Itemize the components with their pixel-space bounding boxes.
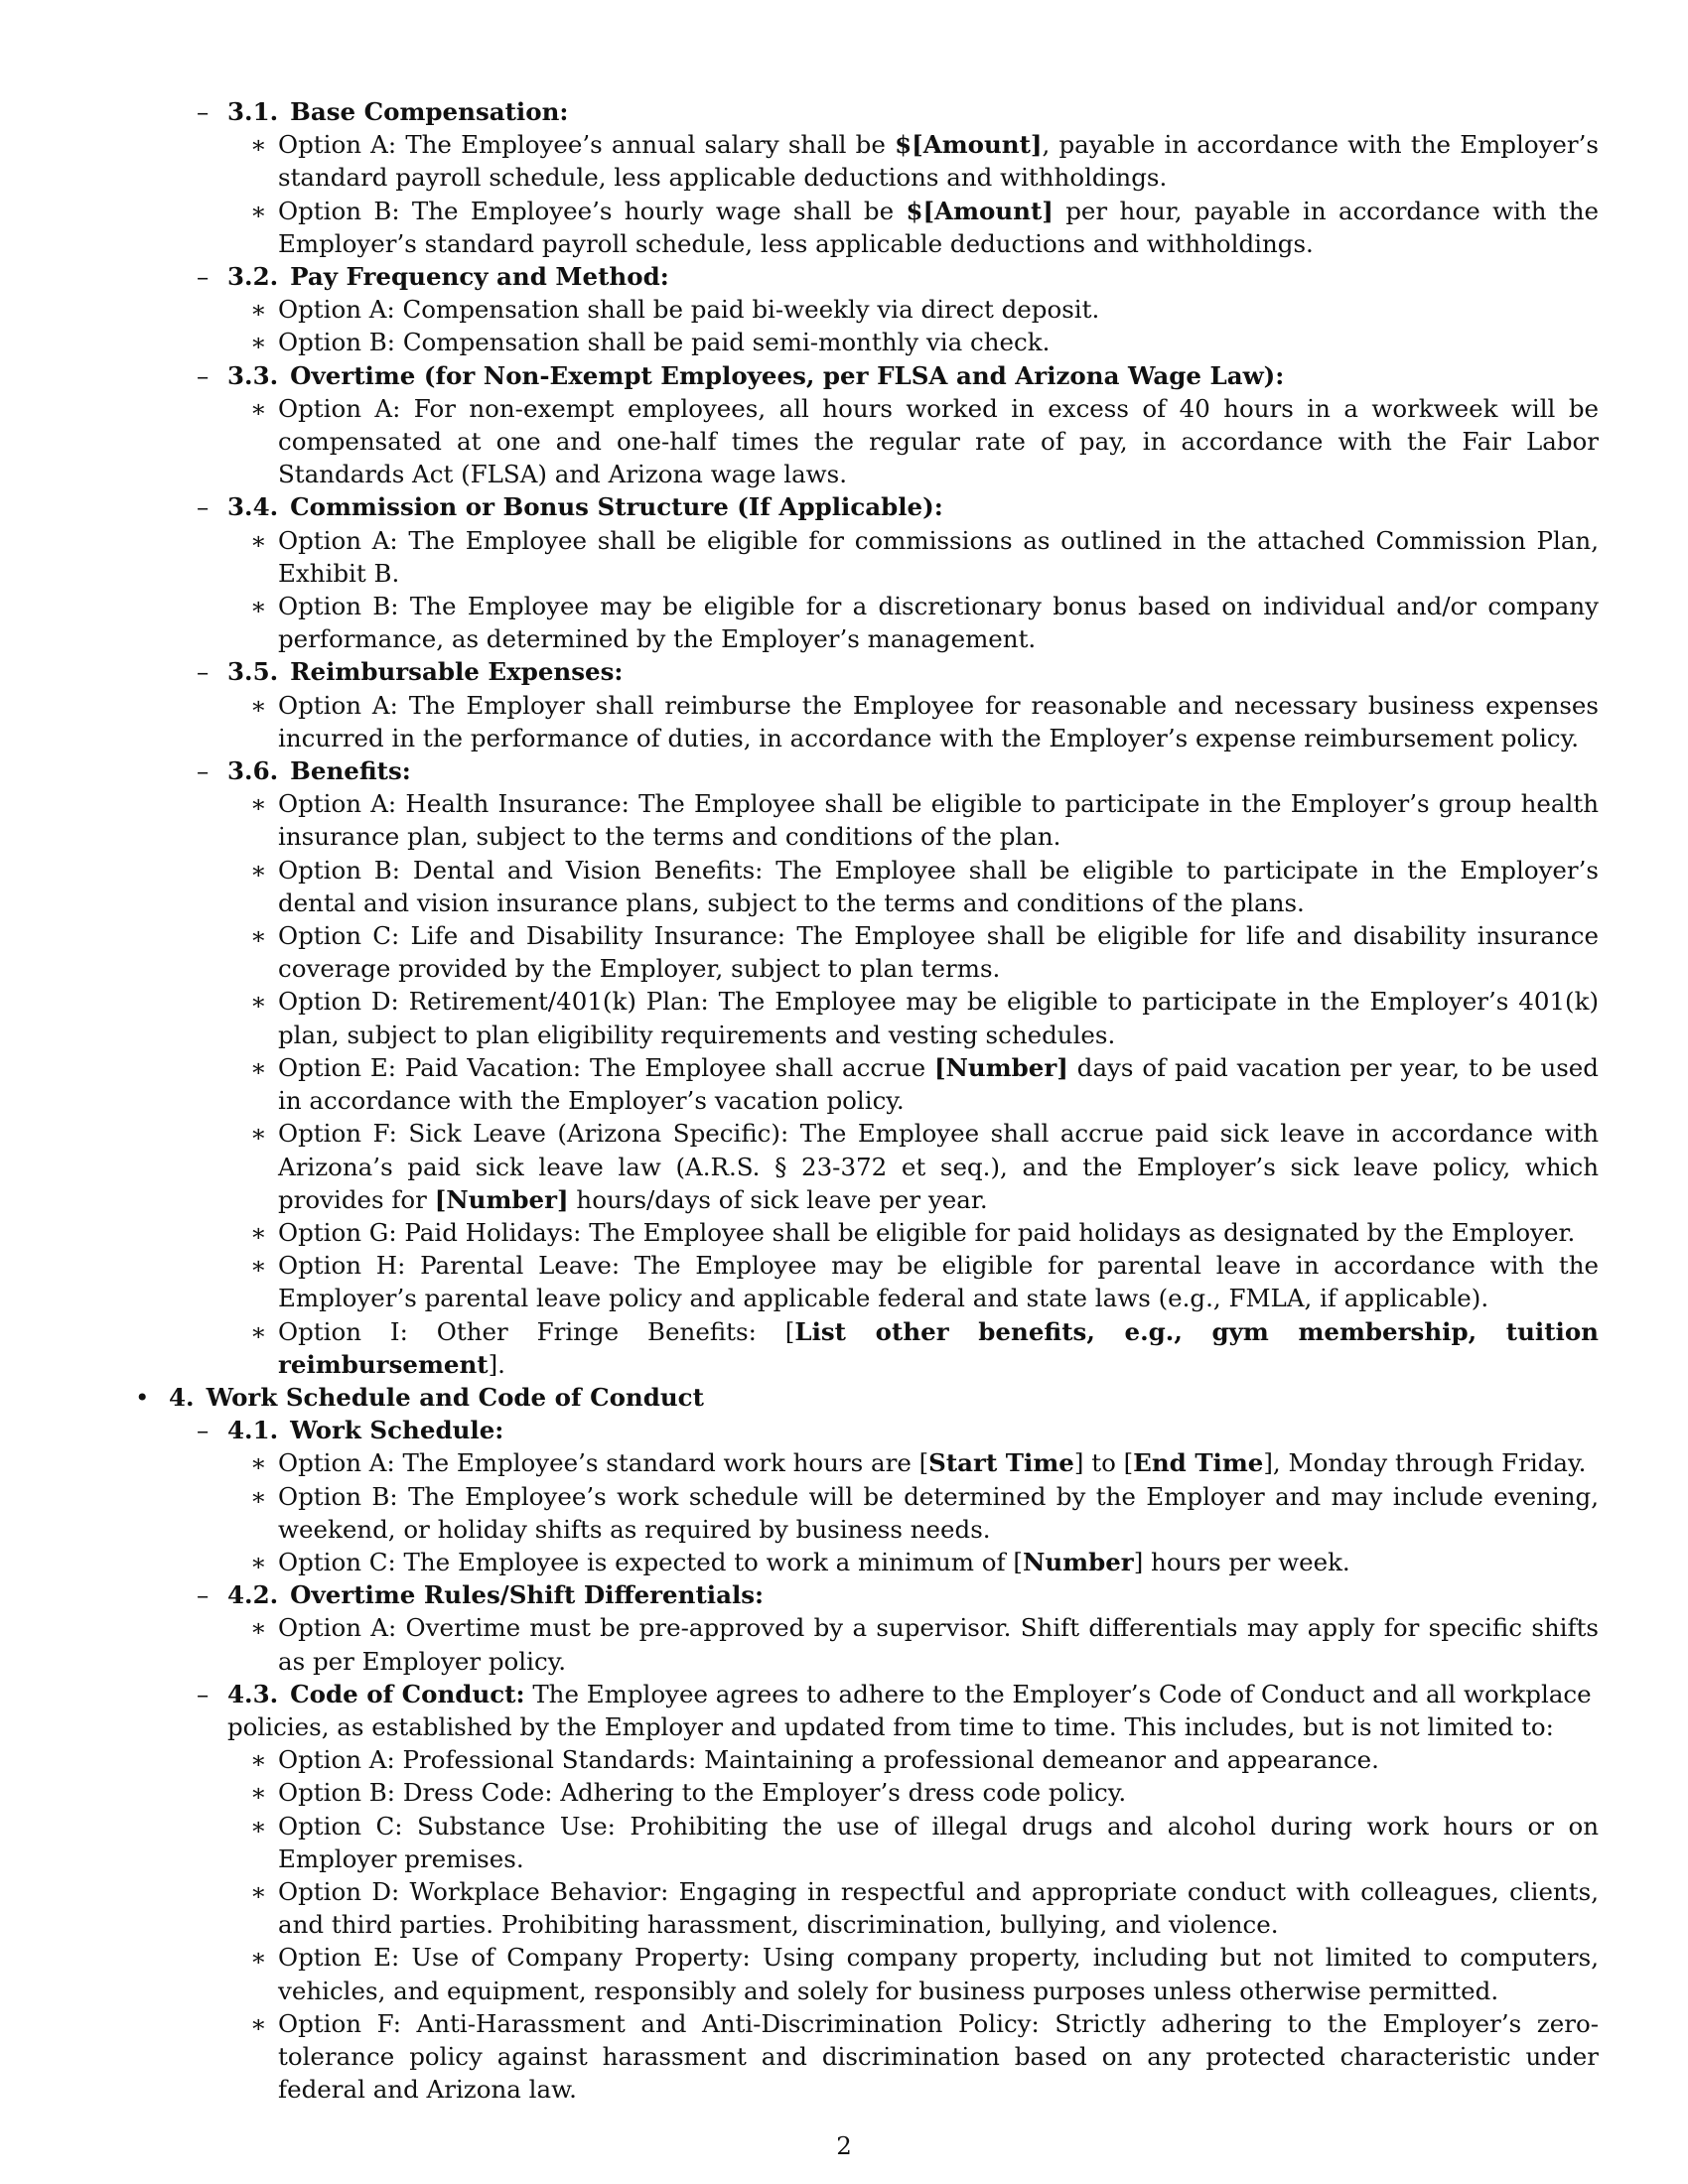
item-text: , payable in accordance with the Employer’s standard payroll schedule, less applicable deductions and withholdings. [278, 130, 1599, 193]
bullet-marker: – [197, 262, 210, 292]
section-number: 3.5. [227, 657, 279, 687]
section-number: 4.1. [227, 1416, 279, 1445]
item-text: Option B: Dental and Vision Benefits: The Employee shall be eligible to participate in the Employer’s dental and vision insurance plans, subject to the terms and conditions of the plans. [278, 855, 1599, 917]
bullet-marker: ∗ [250, 1217, 267, 1247]
item-text: Option C: The Employee is expected to work a minimum of [ [278, 1547, 1023, 1576]
item-text: Option A: Health Insurance: The Employee shall be eligible to participate in the Employer’s group health insurance plan, subject to the terms and conditions of the plan. [278, 789, 1599, 852]
item-text: Option A: The Employee shall be eligible for commissions as outlined in the attached Commission Plan, Exhibit B. [278, 525, 1599, 588]
item-text: Option A: Compensation shall be paid bi-weekly via direct deposit. [278, 295, 1100, 325]
item-text: ], Monday through Friday. [1263, 1448, 1587, 1478]
item-text: Option H: Parental Leave: The Employee may be eligible for parental leave in accordance with the Employer’s parental leave policy and applicable federal and state laws (e.g., FMLA, if applicable). [278, 1251, 1599, 1313]
section-title: Work Schedule and Code of Conduct [206, 1382, 704, 1412]
list-item [129, 590, 1599, 655]
list-item [129, 787, 1599, 853]
bullet-marker: ∗ [250, 525, 267, 555]
placeholder-text: [Number] [434, 1184, 569, 1214]
placeholder-text: Number [1022, 1547, 1134, 1576]
bullet-marker: ∗ [250, 328, 267, 357]
bullet-marker: ∗ [250, 1481, 267, 1511]
bullet-marker: ∗ [250, 295, 267, 325]
page-number: 2 [836, 2131, 852, 2160]
item-text: Option A: The Employer shall reimburse the Employee for reasonable and necessary business expenses incurred in the performance of duties, in accordance with the Employer’s expense reimbursement policy. [278, 690, 1599, 752]
list-item [129, 1611, 1599, 1677]
item-text: hours/days of sick leave per year. [568, 1184, 988, 1214]
item-text: Option C: Life and Disability Insurance: The Employee shall be eligible for life and disability insurance coverage provided by the Employer, subject to plan terms. [278, 921, 1599, 984]
bullet-marker: ∗ [250, 1778, 267, 1808]
placeholder-text: End Time [1133, 1448, 1264, 1478]
bullet-marker: – [197, 360, 210, 390]
list-item [129, 1743, 1599, 1776]
section-number: 3.3. [227, 360, 279, 390]
section-number: 3.1. [227, 97, 279, 126]
subsection-heading [129, 260, 1599, 293]
list-item [129, 1216, 1599, 1249]
bullet-marker: ∗ [250, 690, 267, 720]
bullet-marker: – [197, 657, 210, 687]
placeholder-text: [Number] [933, 1052, 1068, 1082]
list-item [129, 1546, 1599, 1578]
section-title: Base Compensation: [290, 97, 569, 126]
list-item [129, 1117, 1599, 1216]
list-item [129, 1249, 1599, 1314]
bullet-marker: – [197, 1679, 210, 1708]
item-text: ]. [488, 1349, 505, 1379]
list-item [129, 524, 1599, 590]
bullet-marker: ∗ [250, 987, 267, 1017]
item-text: Option G: Paid Holidays: The Employee shall be eligible for paid holidays as designated by the Employer. [278, 1217, 1576, 1247]
bullet-marker: ∗ [250, 1943, 267, 1973]
bullet-marker: ∗ [250, 1316, 267, 1346]
bullet-marker: ∗ [250, 921, 267, 951]
bullet-marker: – [197, 756, 210, 786]
document-body [129, 95, 1599, 2106]
item-text: Option D: Retirement/401(k) Plan: The Employee may be eligible to participate in the Employer’s 401(k) plan, subject to plan eligibility requirements and vesting schedules. [278, 987, 1599, 1049]
item-text: Option C: Substance Use: Prohibiting the use of illegal drugs and alcohol during work hours or on Employer premises. [278, 1811, 1599, 1873]
list-item [129, 128, 1599, 194]
item-text: Option A: For non-exempt employees, all hours worked in excess of 40 hours in a workweek will be compensated at one and one-half times the regular rate of pay, in accordance with the Fair Labor Standards Act (FLSA) and Arizona wage laws. [278, 393, 1599, 489]
list-item [129, 1875, 1599, 1941]
list-item [129, 1776, 1599, 1809]
list-item [129, 1051, 1599, 1117]
section-number: 4.2. [227, 1580, 279, 1610]
subsection-heading [129, 1414, 1599, 1446]
bullet-marker: ∗ [250, 592, 267, 621]
bullet-marker: – [197, 1580, 210, 1610]
list-item [129, 919, 1599, 985]
item-text: ] hours per week. [1133, 1547, 1350, 1576]
item-text: Option F: Sick Leave (Arizona Specific): The Employee shall accrue paid sick leave in accordance with Arizona’s paid sick leave law (A.R.S. § 23-372 et seq.), and the Employer’s sick leave policy, which provides for [278, 1119, 1599, 1214]
list-item [129, 1941, 1599, 2006]
bullet-marker: ∗ [250, 196, 267, 225]
item-text: Option A: The Employee’s standard work hours are [ [278, 1448, 929, 1478]
bullet-marker: • [135, 1382, 150, 1412]
item-text: Option E: Paid Vacation: The Employee shall accrue [278, 1052, 934, 1082]
list-item [129, 293, 1599, 326]
list-item [129, 854, 1599, 919]
bullet-marker: ∗ [250, 1547, 267, 1576]
section-number: 3.2. [227, 262, 279, 292]
section-title: Code of Conduct: [290, 1679, 525, 1708]
bullet-marker: ∗ [250, 1613, 267, 1643]
subsection-heading [129, 655, 1599, 688]
section-number: 3.4. [227, 492, 279, 522]
section-title: Overtime Rules/Shift Differentials: [290, 1580, 765, 1610]
subsection-heading [129, 1678, 1599, 1743]
bullet-marker: ∗ [250, 1052, 267, 1082]
bullet-marker: ∗ [250, 855, 267, 885]
item-text: Option B: Dress Code: Adhering to the Employer’s dress code policy. [278, 1778, 1127, 1808]
subsection-heading [129, 1578, 1599, 1611]
bullet-marker: ∗ [250, 1251, 267, 1281]
item-text: Option E: Use of Company Property: Using company property, including but not limited to computers, vehicles, and equipment, responsibly and solely for business purposes unless otherwise permitted. [278, 1943, 1599, 2005]
item-text: Option F: Anti-Harassment and Anti-Discrimination Policy: Strictly adhering to the Employer’s zero-tolerance policy against harassment and discrimination based on any protected characteristic under federal and Arizona law. [278, 2008, 1599, 2105]
section-heading [129, 1381, 1599, 1414]
list-item [129, 326, 1599, 358]
bullet-marker: ∗ [250, 130, 267, 160]
section-number: 3.6. [227, 756, 279, 786]
bullet-marker: ∗ [250, 789, 267, 819]
subsection-heading [129, 95, 1599, 128]
bullet-marker: ∗ [250, 1876, 267, 1906]
item-text: Option D: Workplace Behavior: Engaging in respectful and appropriate conduct with colleagues, clients, and third parties. Prohibiting harassment, discrimination, bullying, and violence. [278, 1876, 1599, 1940]
section-title: Work Schedule: [290, 1416, 504, 1445]
item-text: Option A: Professional Standards: Maintaining a professional demeanor and appearance. [278, 1745, 1379, 1775]
item-text: Option B: The Employee’s hourly wage shall be [278, 196, 907, 225]
section-title: Commission or Bonus Structure (If Applicable): [290, 492, 943, 522]
item-text: days of paid vacation per year, to be used in accordance with the Employer’s vacation policy. [278, 1052, 1599, 1116]
item-text: Option B: Compensation shall be paid semi-monthly via check. [278, 328, 1051, 357]
list-item [129, 195, 1599, 260]
section-title: Pay Frequency and Method: [290, 262, 669, 292]
bullet-marker: – [197, 97, 210, 126]
list-item [129, 689, 1599, 754]
bullet-marker: ∗ [250, 1448, 267, 1478]
bullet-marker: – [197, 492, 210, 522]
list-item [129, 392, 1599, 491]
section-number: 4. [169, 1382, 195, 1412]
list-item [129, 2007, 1599, 2107]
item-text: ] to [ [1073, 1448, 1134, 1478]
item-text: per hour, payable in accordance with the Employer’s standard payroll schedule, less applicable deductions and withholdings. [278, 196, 1599, 258]
section-title: Benefits: [290, 756, 411, 786]
section-body: The Employee agrees to adhere to the Employer’s Code of Conduct and all workplace policies, as established by the Employer and updated from time to time. This includes, but is not limited to: [227, 1679, 1592, 1741]
bullet-marker: ∗ [250, 2008, 267, 2038]
subsection-heading [129, 490, 1599, 523]
section-title: Overtime (for Non-Exempt Employees, per FLSA and Arizona Wage Law): [290, 360, 1285, 390]
list-item [129, 1315, 1599, 1381]
list-item [129, 1480, 1599, 1546]
item-text: Option A: Overtime must be pre-approved by a supervisor. Shift differentials may apply for specific shifts as per Employer policy. [278, 1613, 1599, 1676]
list-item [129, 1446, 1599, 1479]
bullet-marker: ∗ [250, 1745, 267, 1775]
bullet-marker: ∗ [250, 1119, 267, 1149]
bullet-marker: ∗ [250, 1811, 267, 1841]
placeholder-text: $[Amount] [906, 196, 1054, 225]
list-item [129, 985, 1599, 1050]
list-item [129, 1810, 1599, 1875]
placeholder-text: $[Amount] [895, 130, 1043, 160]
section-title: Reimbursable Expenses: [290, 657, 624, 687]
item-text: Option B: The Employee may be eligible for a discretionary bonus based on individual and/or company performance, as determined by the Employer’s management. [278, 592, 1599, 654]
bullet-marker: – [197, 1416, 210, 1445]
bullet-marker: ∗ [250, 393, 267, 423]
placeholder-text: Start Time [928, 1448, 1074, 1478]
item-text: Option I: Other Fringe Benefits: [ [278, 1316, 795, 1346]
placeholder-text: List other benefits, e.g., gym membership, tuition reimbursement [278, 1316, 1599, 1379]
item-text: Option B: The Employee’s work schedule will be determined by the Employer and may include evening, weekend, or holiday shifts as required by business needs. [278, 1481, 1599, 1544]
subsection-heading [129, 754, 1599, 787]
item-text: Option A: The Employee’s annual salary shall be [278, 130, 896, 160]
section-number: 4.3. [227, 1679, 279, 1708]
subsection-heading [129, 359, 1599, 392]
